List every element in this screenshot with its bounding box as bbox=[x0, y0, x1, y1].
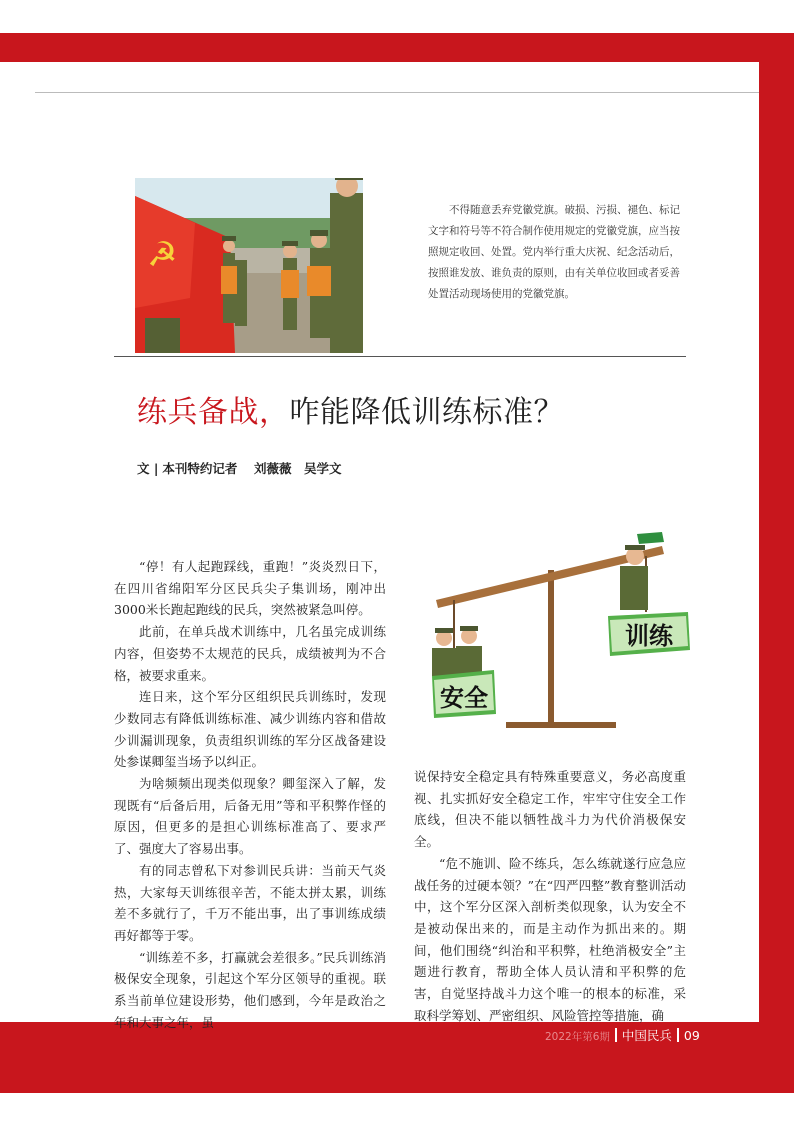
paragraph: 此前，在单兵战术训练中，几名虽完成训练内容，但姿势不太规范的民兵，成绩被判为不合格，被要求重来。 bbox=[114, 624, 386, 683]
page-number: 09 bbox=[683, 1028, 700, 1043]
footer-separator bbox=[677, 1028, 679, 1042]
footer-separator bbox=[615, 1028, 617, 1042]
paragraph: “危不施训、险不练兵，怎么练就遂行应急应战任务的过硬本领？”在“四严四整”教育整训活动中，这个军分区深入剖析类似现象，认为安全不是被动保出来的，而是主动作为抓出来的。期间，他们围绕“纠治和平积弊，杜绝消极安全”主题进行教育，帮助全体人员认清和平积弊的危害，自觉坚持战斗力这个唯一的根本的标准，采取科学筹划、严密组织、风险管控等措施，确 bbox=[414, 855, 686, 1023]
paragraph: 为啥频频出现类似现象？卿玺深入了解，发现既有“后备后用，后备无用”等和平积弊作怪的原因，但更多的是担心训练标准高了、要求严了、强度大了容易出事。 bbox=[114, 776, 386, 857]
militia-flag-scene bbox=[135, 178, 363, 353]
svg-text:☭: ☭ bbox=[147, 235, 178, 275]
section-divider bbox=[114, 356, 686, 357]
seesaw-illustration bbox=[432, 530, 694, 742]
image-caption: 不得随意丢弃党徽党旗。破损、污损、褪色、标记文字和符号等不符合制作使用规定的党徽党旗，应当按照规定收回、处置。党内举行重大庆祝、纪念活动后，按照谁发放、谁负责的原则，由有关单位收回或者妥善处置活动现场使用的党徽党旗。 bbox=[428, 204, 680, 300]
byline-prefix: 文 | bbox=[137, 461, 159, 476]
sign-safety-label: 安全 bbox=[440, 684, 488, 712]
top-red-band bbox=[0, 33, 794, 62]
body-column-2 bbox=[414, 766, 686, 1026]
flag-illustration bbox=[135, 178, 363, 353]
byline-role: 本刊特约记者 bbox=[162, 461, 238, 476]
paragraph: “训练差不多，打赢就会差很多。”民兵训练消极保安全现象，引起这个军分区领导的重视。联系当前单位建设形势，他们感到，今年是政治之年和大事之年，虽 bbox=[114, 949, 386, 1030]
safety-training-seesaw bbox=[432, 530, 694, 742]
header-rule bbox=[35, 92, 759, 93]
byline-authors: 刘薇薇 吴学文 bbox=[253, 461, 342, 476]
paragraph: “停！有人起跑踩线，重跑！”炎炎烈日下，在四川省绵阳军分区民兵尖子集训场，刚冲出3000米长跑起跑线的民兵，突然被紧急叫停。 bbox=[114, 559, 386, 618]
paragraph: 连日来，这个军分区组织民兵训练时，发现少数同志有降低训练标准、减少训练内容和借故少训漏训现象，负责组织训练的军分区战备建设处参谋卿玺当场予以纠正。 bbox=[114, 689, 386, 770]
right-red-band bbox=[759, 33, 794, 1093]
sign-training-label: 训练 bbox=[625, 622, 673, 650]
byline bbox=[137, 459, 345, 477]
paragraph: 有的同志曾私下对参训民兵讲：当前天气炎热，大家每天训练很辛苦，不能太拼太累，训练差不多就行了，千万不能出事，出了事训练成绩再好都等于零。 bbox=[114, 862, 386, 943]
body-column-1 bbox=[114, 556, 386, 1033]
title-part-black: 咋能降低训练标准？ bbox=[289, 395, 564, 430]
title-part-red: 练兵备战， bbox=[137, 395, 290, 430]
article-title bbox=[137, 393, 564, 433]
magazine-name: 中国民兵 bbox=[621, 1028, 672, 1043]
page-footer bbox=[545, 1026, 725, 1048]
paragraph: 说保持安全稳定具有特殊重要意义，务必高度重视、扎实抓好安全稳定工作，牢牢守住安全工作底线，但决不能以牺牲战斗力为代价消极保安全。 bbox=[414, 769, 686, 850]
issue-label: 2022年第6期 bbox=[545, 1031, 610, 1043]
